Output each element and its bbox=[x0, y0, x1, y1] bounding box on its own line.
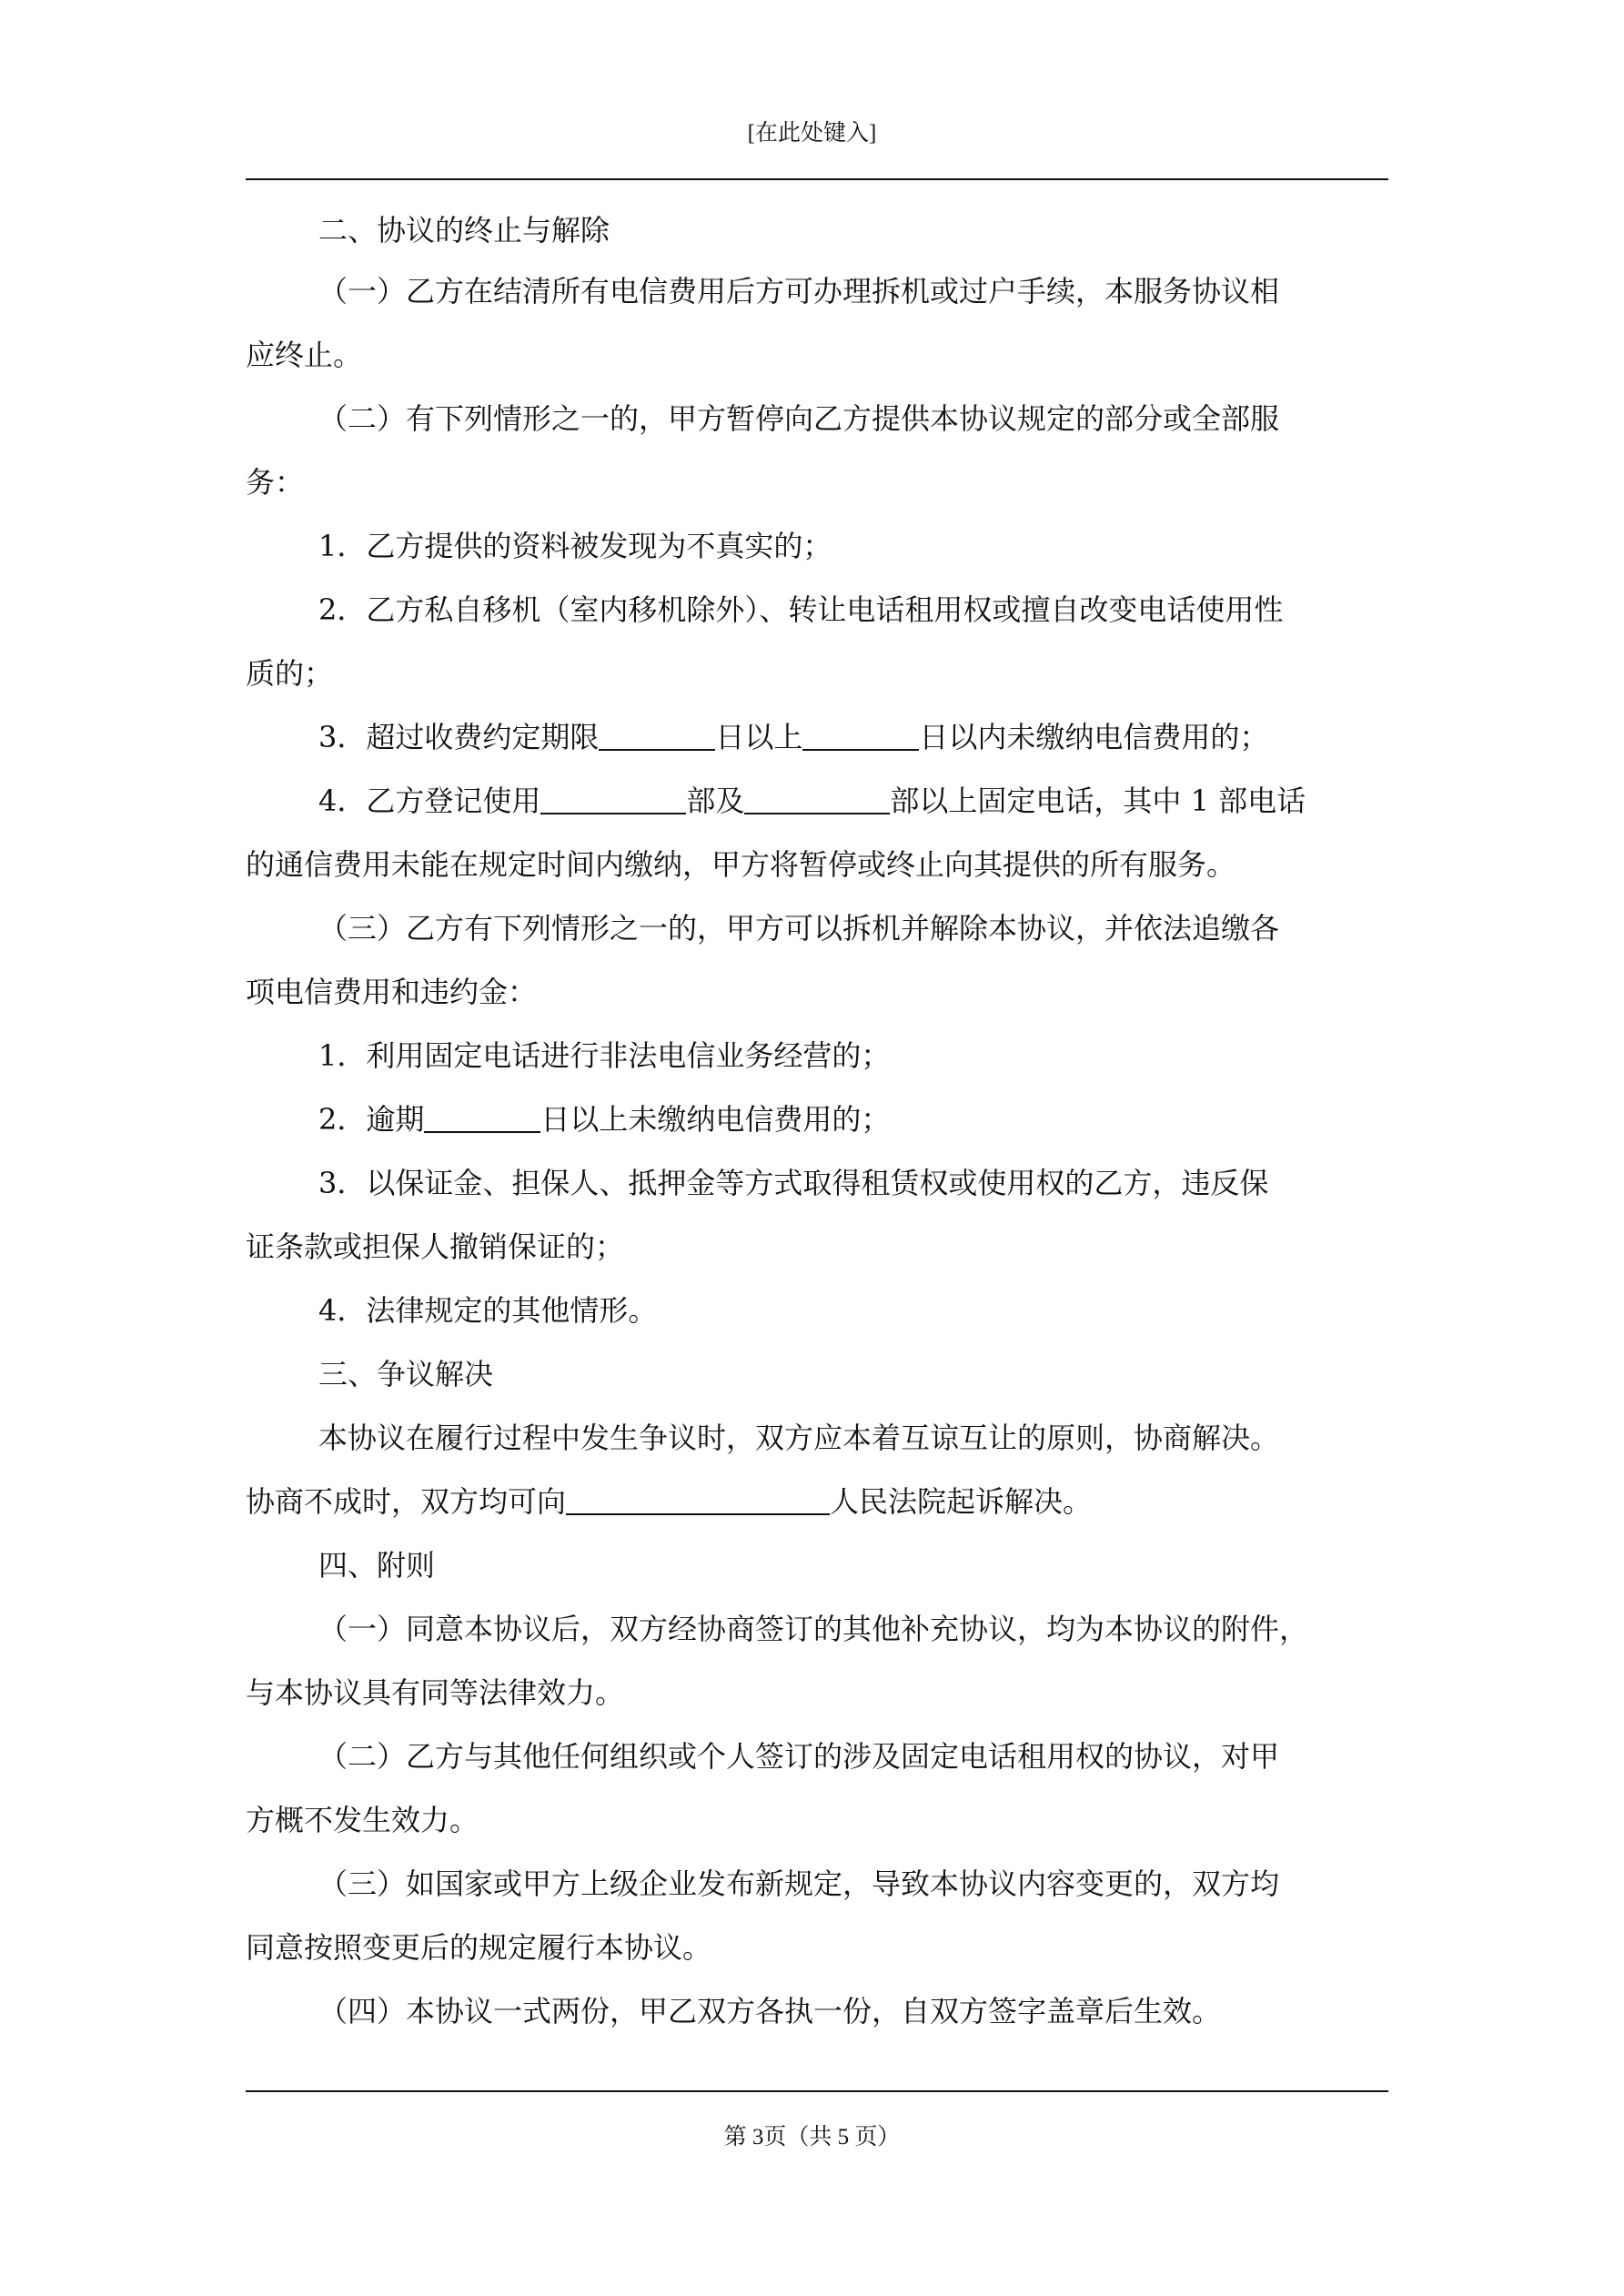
section-title-appendix: 四、附则 bbox=[318, 1548, 436, 1583]
list-item bbox=[318, 783, 1306, 819]
list-item-text: 日以内未缴纳电信费用的； bbox=[919, 720, 1269, 754]
section-title-termination: 二、协议的终止与解除 bbox=[318, 213, 610, 248]
paragraph-text: 与本协议具有同等法律效力。 bbox=[246, 1675, 625, 1710]
list-item-text: 2．逾期 bbox=[318, 1102, 425, 1137]
list-item: 证条款或担保人撤销保证的； bbox=[246, 1229, 625, 1264]
list-item: 1．利用固定电话进行非法电信业务经营的； bbox=[318, 1038, 891, 1073]
list-item bbox=[318, 1101, 890, 1138]
page-header: [在此处键入] bbox=[747, 121, 877, 146]
fill-in-blank[interactable] bbox=[566, 1486, 830, 1515]
paragraph-text: （一）乙方在结清所有电信费用后方可办理拆机或过户手续，本服务协议相 bbox=[318, 274, 1280, 308]
fill-in-blank[interactable] bbox=[424, 1104, 540, 1133]
footer-rule bbox=[246, 2090, 1388, 2092]
paragraph-text: （四）本协议一式两份，甲乙双方各执一份，自双方签字盖章后生效。 bbox=[318, 1994, 1222, 2028]
paragraph-text: （一）同意本协议后，双方经协商签订的其他补充协议，均为本协议的附件， bbox=[318, 1612, 1309, 1646]
paragraph-text: 本协议在履行过程中发生争议时，双方应本着互谅互让的原则，协商解决。 bbox=[318, 1421, 1280, 1455]
list-item-text: 部以上固定电话，其中 1 部电话 bbox=[890, 784, 1306, 818]
paragraph-text: 务： bbox=[246, 465, 305, 500]
list-item-text: 部及 bbox=[686, 784, 745, 818]
list-item-text: 4．乙方登记使用 bbox=[318, 784, 541, 818]
paragraph-text: 应终止。 bbox=[246, 338, 363, 372]
list-item: 的通信费用未能在规定时间内缴纳，甲方将暂停或终止向其提供的所有服务。 bbox=[246, 847, 1236, 882]
paragraph-text: （三）如国家或甲方上级企业发布新规定，导致本协议内容变更的，双方均 bbox=[318, 1866, 1280, 1901]
list-item: 3．以保证金、担保人、抵押金等方式取得租赁权或使用权的乙方，违反保 bbox=[318, 1166, 1269, 1200]
page-number: 第 3页（共 5 页） bbox=[723, 2125, 901, 2149]
paragraph-text: （二）有下列情形之一的，甲方暂停向乙方提供本协议规定的部分或全部服 bbox=[318, 401, 1280, 436]
list-item: 2．乙方私自移机（室内移机除外）、转让电话租用权或擅自改变电话使用性 bbox=[318, 592, 1284, 627]
paragraph-text bbox=[246, 1483, 1092, 1520]
paragraph-text-part: 协商不成时，双方均可向 bbox=[246, 1484, 567, 1519]
paragraph-text: 方概不发生效力。 bbox=[246, 1803, 479, 1837]
fill-in-blank[interactable] bbox=[802, 722, 919, 751]
fill-in-blank[interactable] bbox=[744, 785, 890, 814]
paragraph-text: 项电信费用和违约金： bbox=[246, 975, 538, 1009]
list-item-text: 日以上 bbox=[715, 720, 803, 754]
section-title-dispute: 三、争议解决 bbox=[318, 1357, 494, 1391]
list-item-text: 日以上未缴纳电信费用的； bbox=[540, 1102, 891, 1137]
paragraph-text-part: 人民法院起诉解决。 bbox=[830, 1484, 1093, 1519]
list-item: 1．乙方提供的资料被发现为不真实的； bbox=[318, 529, 832, 563]
list-item-text: 3．超过收费约定期限 bbox=[318, 720, 600, 754]
paragraph-text: （二）乙方与其他任何组织或个人签订的涉及固定电话租用权的协议，对甲 bbox=[318, 1739, 1280, 1774]
list-item: 质的； bbox=[246, 656, 334, 691]
fill-in-blank[interactable] bbox=[540, 785, 686, 814]
paragraph-text: （三）乙方有下列情形之一的，甲方可以拆机并解除本协议，并依法追缴各 bbox=[318, 911, 1280, 946]
paragraph-text: 同意按照变更后的规定履行本协议。 bbox=[246, 1930, 712, 1965]
list-item bbox=[318, 719, 1268, 755]
list-item: 4．法律规定的其他情形。 bbox=[318, 1293, 658, 1328]
fill-in-blank[interactable] bbox=[599, 722, 715, 751]
